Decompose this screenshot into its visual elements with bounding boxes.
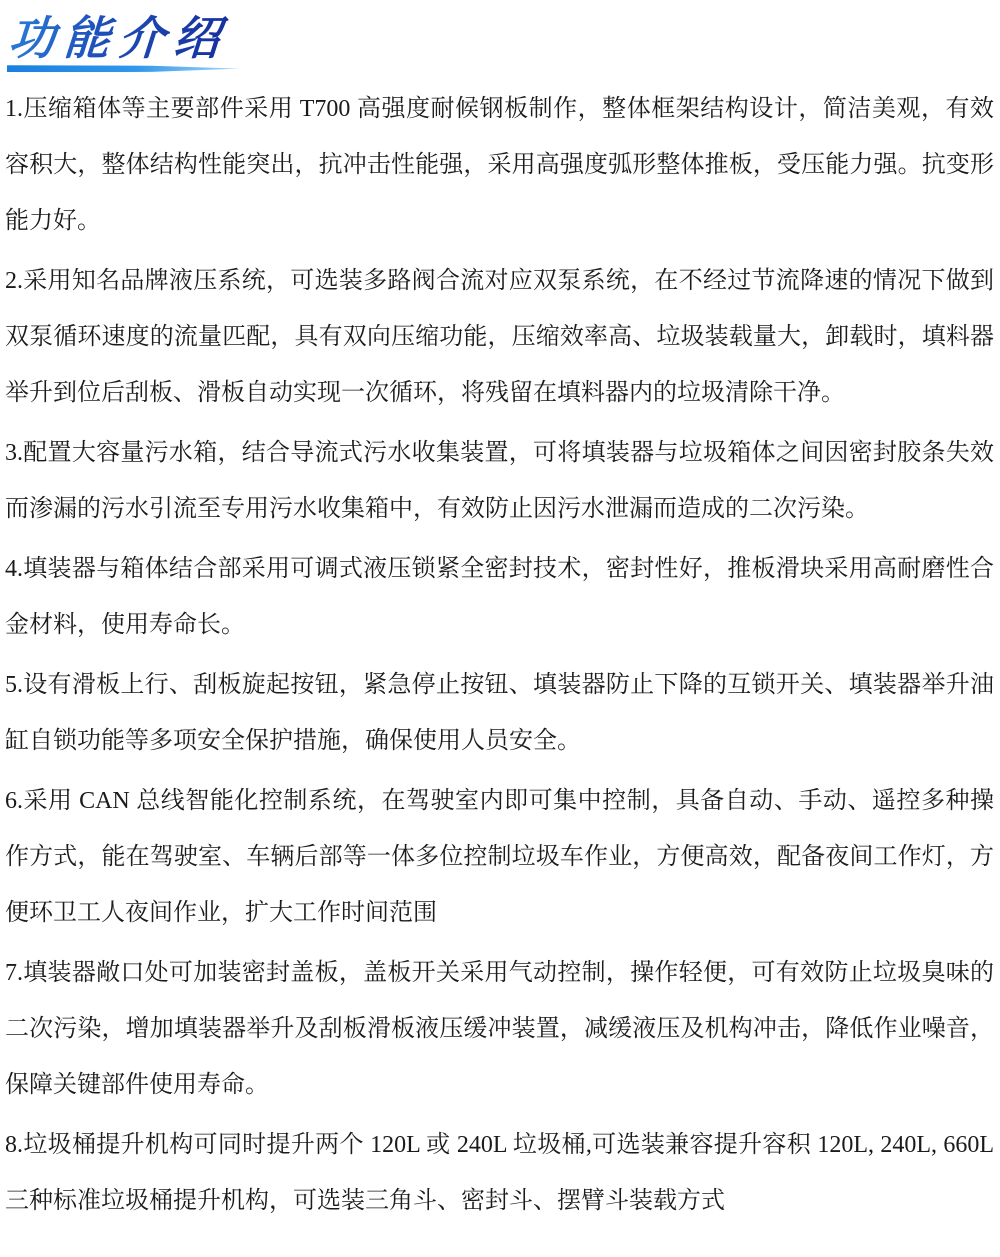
page-header	[7, 14, 994, 72]
title-underline-decoration	[7, 65, 240, 72]
feature-item-5: 5.设有滑板上行、刮板旋起按钮，紧急停止按钮、填装器防止下降的互锁开关、填装器举升油缸自锁功能等多项安全保护措施，确保使用人员安全。	[5, 672, 994, 755]
feature-item-3: 3.配置大容量污水箱，结合导流式污水收集装置，可将填装器与垃圾箱体之间因密封胶条失效而渗漏的污水引流至专用污水收集箱中，有效防止因污水泄漏而造成的二次污染。	[5, 440, 994, 523]
feature-item-1: 1.压缩箱体等主要部件采用 T700 高强度耐候钢板制作，整体框架结构设计，简洁美观，有效容积大，整体结构性能突出，抗冲击性能强，采用高强度弧形整体推板，受压能力强。抗变形能力好。	[5, 96, 994, 235]
feature-item-4: 4.填装器与箱体结合部采用可调式液压锁紧全密封技术，密封性好，推板滑块采用高耐磨性合金材料，使用寿命长。	[5, 556, 994, 639]
feature-item-2: 2.采用知名品牌液压系统，可选装多路阀合流对应双泵系统，在不经过节流降速的情况下做到双泵循环速度的流量匹配，具有双向压缩功能，压缩效率高、垃圾装载量大，卸载时，填料器举升到位后刮板、滑板自动实现一次循环，将残留在填料器内的垃圾清除干净。	[5, 268, 994, 407]
feature-item-7: 7.填装器敞口处可加装密封盖板，盖板开关采用气动控制，操作轻便，可有效防止垃圾臭味的二次污染，增加填装器举升及刮板滑板液压缓冲装置，减缓液压及机构冲击，降低作业噪音，保障关键部件使用寿命。	[5, 960, 994, 1099]
feature-list	[5, 81, 994, 1229]
feature-item-6: 6.采用 CAN 总线智能化控制系统，在驾驶室内即可集中控制，具备自动、手动、遥控多种操作方式，能在驾驶室、车辆后部等一体多位控制垃圾车作业，方便高效，配备夜间工作灯，方便环卫工人夜间作业，扩大工作时间范围	[5, 788, 994, 927]
feature-item-8: 8.垃圾桶提升机构可同时提升两个 120L 或 240L 垃圾桶,可选装兼容提升容积 120L, 240L, 660L 三种标准垃圾桶提升机构，可选装三角斗、密封斗、摆臂斗装载方式	[5, 1132, 994, 1215]
page-title: 功能介绍	[6, 12, 231, 64]
